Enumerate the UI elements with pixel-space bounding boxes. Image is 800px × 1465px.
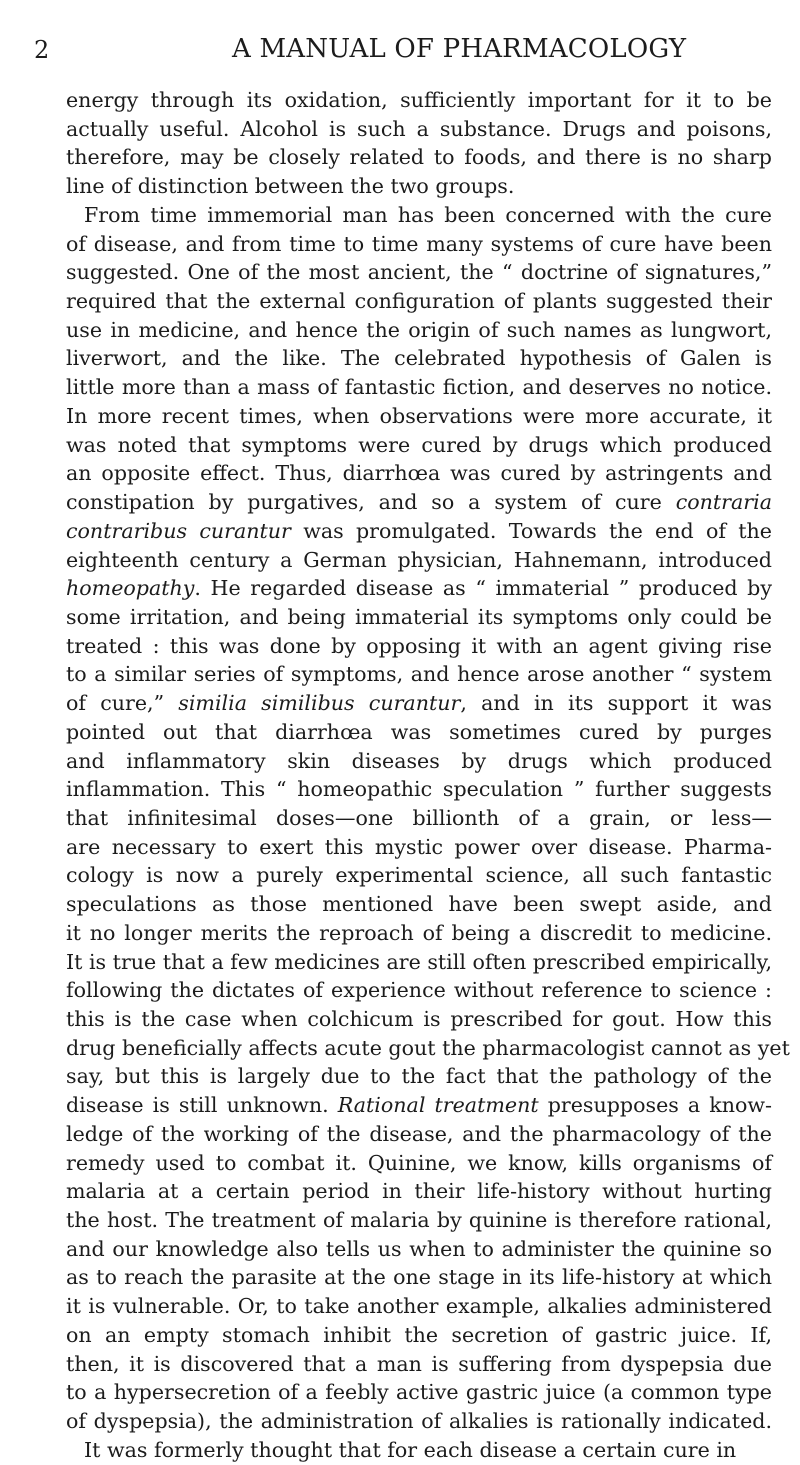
text-line [66,201,772,230]
text-segment: presupposes a know- [538,1093,772,1118]
text-line [66,976,772,1005]
text-line [66,1034,790,1063]
text-line [66,86,772,115]
text-line [66,1350,772,1379]
text-segment: are necessary to exert this mystic power over disease. Pharma- [66,834,772,859]
text-segment: of dyspepsia), the administration of alkalies is rationally indicated. [66,1409,772,1434]
text-line [66,517,772,546]
text-line [66,1321,772,1350]
text-segment: say, but this is largely due to the fact that the pathology of the [66,1064,772,1089]
text-line [66,287,772,316]
text-line [66,488,772,517]
text-segment: and our knowledge also tells us when to administer the quinine so [66,1236,772,1261]
text-line [66,603,772,632]
text-line [66,861,772,890]
text-line [66,775,772,804]
text-segment: use in medicine, and hence the origin of such names as lungwort, [66,317,772,342]
text-line [66,1149,772,1178]
text-segment: inflammation. This “ homeopathic speculation ” further suggests [66,777,772,802]
text-line [66,459,772,488]
text-segment: actually useful. Alcohol is such a substance. Drugs and poisons, [66,116,772,141]
text-segment: liverwort, and the like. The celebrated hypothesis of Galen is [66,346,772,371]
text-segment: some irritation, and being immaterial its symptoms only could be [66,604,772,629]
text-line [66,1292,772,1321]
text-line [66,919,772,948]
text-line [66,316,772,345]
text-segment: of disease, and from time to time many systems of cure have been [66,231,772,256]
text-segment: pointed out that diarrhœa was sometimes cured by purges [66,719,772,744]
text-line [66,402,772,431]
text-segment: to a similar series of symptoms, and hence arose another “ system [66,662,772,687]
text-segment: little more than a mass of fantastic fiction, and deserves no notice. [66,375,772,400]
text-segment: energy through its oxidation, sufficiently important for it to be [66,88,772,112]
text-line [66,718,772,747]
text-line [66,1206,772,1235]
text-segment: and inflammatory skin diseases by drugs which produced [66,748,772,773]
text-segment: remedy used to combat it. Quinine, we know, kills organisms of [66,1150,772,1175]
text-line [66,230,772,259]
text-line [66,546,772,575]
text-line [66,632,772,661]
text-segment: to a hypersecretion of a feebly active gastric juice (a common type [66,1380,772,1405]
text-line [66,1235,772,1264]
text-line [66,1177,772,1206]
text-segment: ledge of the working of the disease, and the pharmacology of the [66,1121,772,1146]
text-segment: constipation by purgatives, and so a system of cure [66,490,676,515]
italic-text: Rational treatment [337,1093,539,1118]
text-segment: It was formerly thought that for each disease a certain cure in [84,1437,737,1462]
text-segment: From time immemorial man has been concerned with the cure [84,202,772,227]
text-line [66,1005,772,1034]
text-segment: , and in its support it was [460,691,772,716]
text-line [66,1263,772,1292]
text-line [66,1378,772,1407]
text-line [66,143,772,172]
text-line [66,1436,772,1465]
text-segment: an opposite effect. Thus, diarrhœa was cured by astringents and [66,461,772,486]
text-segment: disease is still unknown. [66,1093,338,1118]
text-line [66,948,772,977]
text-segment: In more recent times, when observations were more accurate, it [66,403,772,428]
text-line [66,660,772,689]
text-line [66,344,772,373]
text-line [66,373,772,402]
italic-text: contraria [675,490,772,515]
text-line [66,258,772,287]
text-segment: therefore, may be closely related to foods, and there is no sharp [66,145,772,170]
italic-text: contraribus curantur [66,518,291,543]
text-segment: drug beneficially affects acute gout the pharmacologist cannot as yet [66,1035,790,1060]
text-segment: as to reach the parasite at the one stage in its life-history at which [66,1265,772,1290]
italic-text: homeopathy [66,576,195,601]
text-segment: speculations as those mentioned have been swept aside, and [66,892,772,917]
body-text [66,86,790,1465]
text-segment: it no longer merits the reproach of being a discredit to medicine. [66,920,772,945]
text-line [66,431,772,460]
text-segment: then, it is discovered that a man is suffering from dyspepsia due [66,1351,772,1376]
text-segment: suggested. One of the most ancient, the “ doctrine of signatures,” [66,260,772,285]
text-segment: treated : this was done by opposing it with an agent giving rise [66,633,772,658]
text-line [66,1062,772,1091]
text-line [66,747,772,776]
page-number: 2 [34,36,50,64]
text-line [66,833,772,862]
text-segment: malaria at a certain period in their life-history without hurting [66,1179,772,1204]
text-segment: of cure,” [66,691,179,716]
text-segment: following the dictates of experience without reference to science : [66,978,772,1003]
text-segment: this is the case when colchicum is prescribed for gout. How this [66,1007,772,1031]
text-segment: eighteenth century a German physician, Hahnemann, introduced [66,547,772,572]
text-segment: required that the external configuration of plants suggested their [66,289,772,314]
text-segment: It is true that a few medicines are still often prescribed empirically, [66,949,772,974]
text-segment: that infinitesimal doses—one billionth of a grain, or less— [66,805,772,830]
text-line [66,1091,772,1120]
text-segment: was promulgated. Towards the end of the [290,518,772,543]
text-segment: . He regarded disease as “ immaterial ” produced by [194,576,772,601]
text-segment: it is vulnerable. Or, to take another example, alkalies administered [66,1294,772,1319]
text-line [66,804,772,833]
text-line [66,890,772,919]
italic-text: similia similibus curantur [178,691,461,716]
text-line [66,1407,772,1436]
text-segment: line of distinction between the two groups. [66,174,515,199]
text-segment: on an empty stomach inhibit the secretion of gastric juice. If, [66,1322,772,1347]
text-line [66,574,772,603]
text-line [66,1120,772,1149]
text-segment: was noted that symptoms were cured by drugs which produced [66,432,772,457]
text-segment: the host. The treatment of malaria by quinine is therefore rational, [66,1208,772,1233]
text-line [66,115,772,144]
text-line [66,172,772,201]
running-head [0,30,800,64]
text-line [66,689,772,718]
running-title: A MANUAL OF PHARMACOLOGY [232,34,687,64]
text-segment: cology is now a purely experimental science, all such fantastic [66,863,772,888]
